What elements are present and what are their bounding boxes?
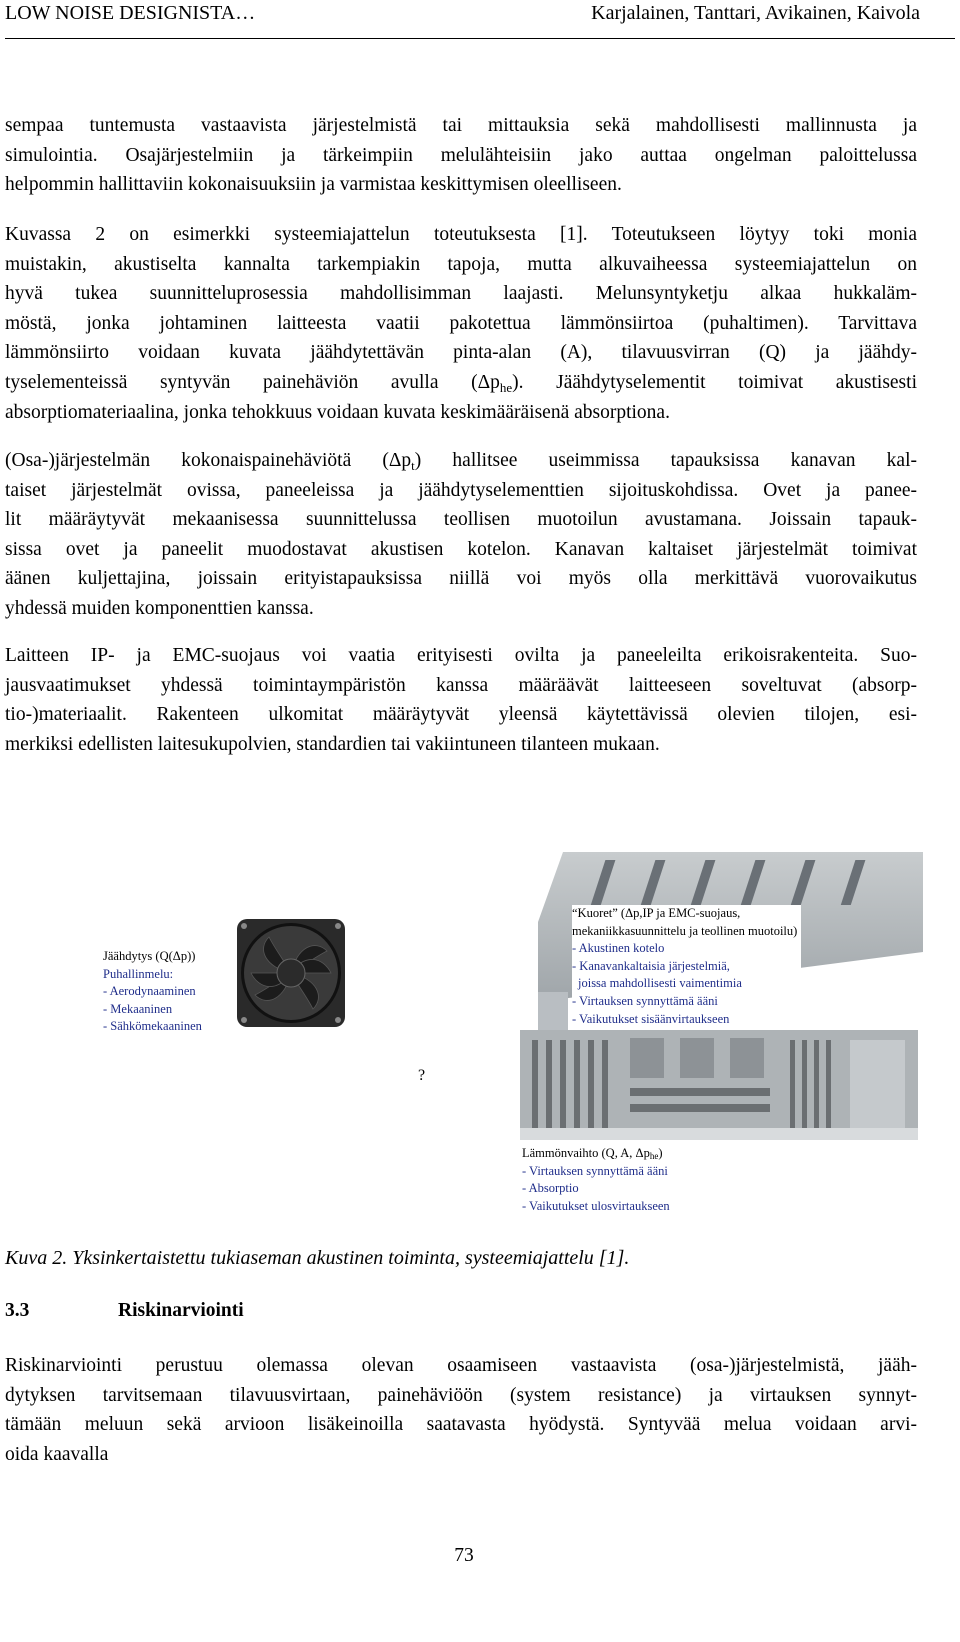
- text-fragment: ): [658, 1146, 663, 1160]
- text-line: [5, 368, 917, 398]
- covers-item: - Vaikutukset sisäänvirtaukseen: [572, 1011, 730, 1026]
- paragraph-1: [5, 111, 917, 200]
- text-line: hyvä tukea suunnitteluprosessia mahdollisimman laajasti. Melunsyntyketju alkaa hukkaläm-: [5, 283, 917, 305]
- heat-exchange-label: [522, 1145, 670, 1215]
- header-authors: Karjalainen, Tanttari, Avikainen, Kaivola: [591, 2, 920, 24]
- subscript: t: [411, 458, 415, 473]
- covers-item: - Virtauksen synnyttämä ääni: [572, 993, 718, 1008]
- text-fragment: ). Jäähdytyselementit toimivat akustisesti: [512, 371, 917, 393]
- section-number: 3.3: [5, 1300, 30, 1321]
- text-line: merkiksi edellisten laitesukupolvien, standardien tai vakiintuneen tilanteen mukaan.: [5, 733, 660, 755]
- text-line: lit määräytyvät mekaanisessa suunnittelussa teollisen muotoilun avustamana. Joissain tapauk-: [5, 509, 917, 531]
- figure-caption: Kuva 2. Yksinkertaistettu tukiaseman akustinen toiminta, systeemiajattelu [1].: [5, 1247, 630, 1269]
- cooling-item: - Mekaaninen: [103, 1001, 173, 1016]
- subscript: he: [649, 1151, 659, 1161]
- text-line: tämään meluun sekä arvioon lisäkeinoilla saatavasta hyödystä. Syntyvää melua voidaan arvi-: [5, 1414, 917, 1436]
- text-line: Laitteen IP- ja EMC-suojaus voi vaatia erityisesti ovilta ja paneeleilta erikoisrakenteita. Suo-: [5, 645, 917, 666]
- paragraph-4: [5, 641, 917, 759]
- text-fragment: (Osa-)järjestelmän kokonaispainehäviötä (Δp: [5, 450, 412, 471]
- subscript: he: [499, 379, 513, 395]
- covers-item: - Kanavankaltaisia järjestelmiä,: [572, 958, 730, 973]
- cooling-label: [103, 948, 202, 1036]
- paragraph-2: [5, 220, 917, 427]
- text-line: helpommin hallittaviin kokonaisuuksiin ja varmistaa keskittymisen oleelliseen.: [5, 174, 622, 196]
- text-line: [5, 446, 917, 476]
- cooling-item: Puhallinmelu:: [103, 966, 174, 981]
- header-title: LOW NOISE DESIGNISTA…: [5, 2, 256, 24]
- covers-item: joissa mahdollisesti vaimentimia: [578, 976, 742, 991]
- covers-label: [572, 905, 801, 1030]
- text-line: taiset järjestelmät ovissa, paneeleissa ja jäähdytyselementtien sijoituskohdissa. Ovet ja panee-: [5, 479, 917, 501]
- text-line: tio-)materiaalit. Rakenteen ulkomitat määräytyvät yleensä käytettävissä olevien tilojen, esi-: [5, 704, 917, 726]
- heat-item: - Vaikutukset ulosvirtaukseen: [522, 1198, 670, 1213]
- cooling-item: - Aerodynaaminen: [103, 984, 196, 999]
- text-line: jausvaatimukset yhdessä toimintaympäristön kanssa määräävät laitteeseen soveltuvat (absorp-: [5, 674, 917, 696]
- text-line: äänen kuljettajina, joissain erityistapauksissa niillä voi myös olla merkittävä vuorovaikutus: [5, 568, 917, 590]
- text-line: möstä, jonka johtaminen laitteesta vaatii pakotettua lämmönsiirtoa (puhaltimen). Tarvittava: [5, 312, 917, 334]
- text-line: sissa ovet ja paneelit muodostavat akustisen kotelon. Kanavan kaltaiset järjestelmät toimivat: [5, 538, 917, 560]
- text-line: Kuvassa 2 on esimerkki systeemiajattelun toteutuksesta [1]. Toteutukseen löytyy toki monia: [5, 224, 917, 245]
- heat-title: [522, 1145, 670, 1163]
- heat-item: - Virtauksen synnyttämä ääni: [522, 1163, 668, 1178]
- question-mark: ?: [418, 1067, 426, 1084]
- covers-title: “Kuoret” (Δp,IP ja EMC-suojaus,: [572, 906, 741, 920]
- covers-subtitle: mekaniikkasuunnittelu ja teollinen muotoilu): [572, 923, 798, 938]
- fan-illustration: [235, 917, 347, 1029]
- running-header: [5, 0, 955, 39]
- text-line: absorptiomateriaalina, jonka tehokkuus voidaan kuvata keskimääräisenä absorptiona.: [5, 401, 670, 423]
- covers-item: - Akustinen kotelo: [572, 941, 665, 956]
- heat-item: - Absorptio: [522, 1181, 579, 1196]
- text-line: lämmönsiirto voidaan kuvata jäähdytettävän pinta-alan (A), tilavuusvirran (Q) ja jäähdy-: [5, 342, 917, 364]
- text-line: sempaa tuntemusta vastaavista järjestelmistä tai mittauksia sekä mahdollisesti mallinnusta ja: [5, 115, 917, 136]
- cooling-title: Jäähdytys (Q(Δp)): [103, 949, 196, 963]
- text-fragment: ) hallitsee useimmissa tapauksissa kanavan kal-: [414, 450, 917, 471]
- text-line: dytyksen tarvitsemaan tilavuusvirtaan, painehäviöön (system resistance) ja virtauksen synnyt-: [5, 1384, 917, 1406]
- heat-exchanger-photo: [520, 1030, 918, 1140]
- page-number: 73: [454, 1545, 474, 1566]
- text-line: oida kaavalla: [5, 1443, 109, 1465]
- text-line: yhdessä muiden komponenttien kanssa.: [5, 597, 314, 619]
- text-line: simulointia. Osajärjestelmiin ja tärkeimpiin melulähteisiin jako auttaa ongelman paloittelussa: [5, 144, 917, 166]
- cooling-item: - Sähkömekaaninen: [103, 1019, 202, 1034]
- section-title: Riskinarviointi: [118, 1300, 244, 1321]
- paragraph-3: [5, 446, 917, 624]
- paragraph-5: [5, 1351, 917, 1469]
- text-line: muistakin, akustiselta kannalta tarkempiakin tapoja, mutta alkuvaiheessa systeemiajattelun on: [5, 253, 917, 275]
- text-fragment: tyselementeissä syntyvän painehäviön avulla (Δp: [5, 371, 500, 393]
- text-fragment: Lämmönvaihto (Q, A, Δp: [522, 1146, 650, 1160]
- text-line: Riskinarviointi perustuu olemassa olevan osaamiseen vastaavista (osa-)järjestelmistä, jääh-: [5, 1355, 917, 1376]
